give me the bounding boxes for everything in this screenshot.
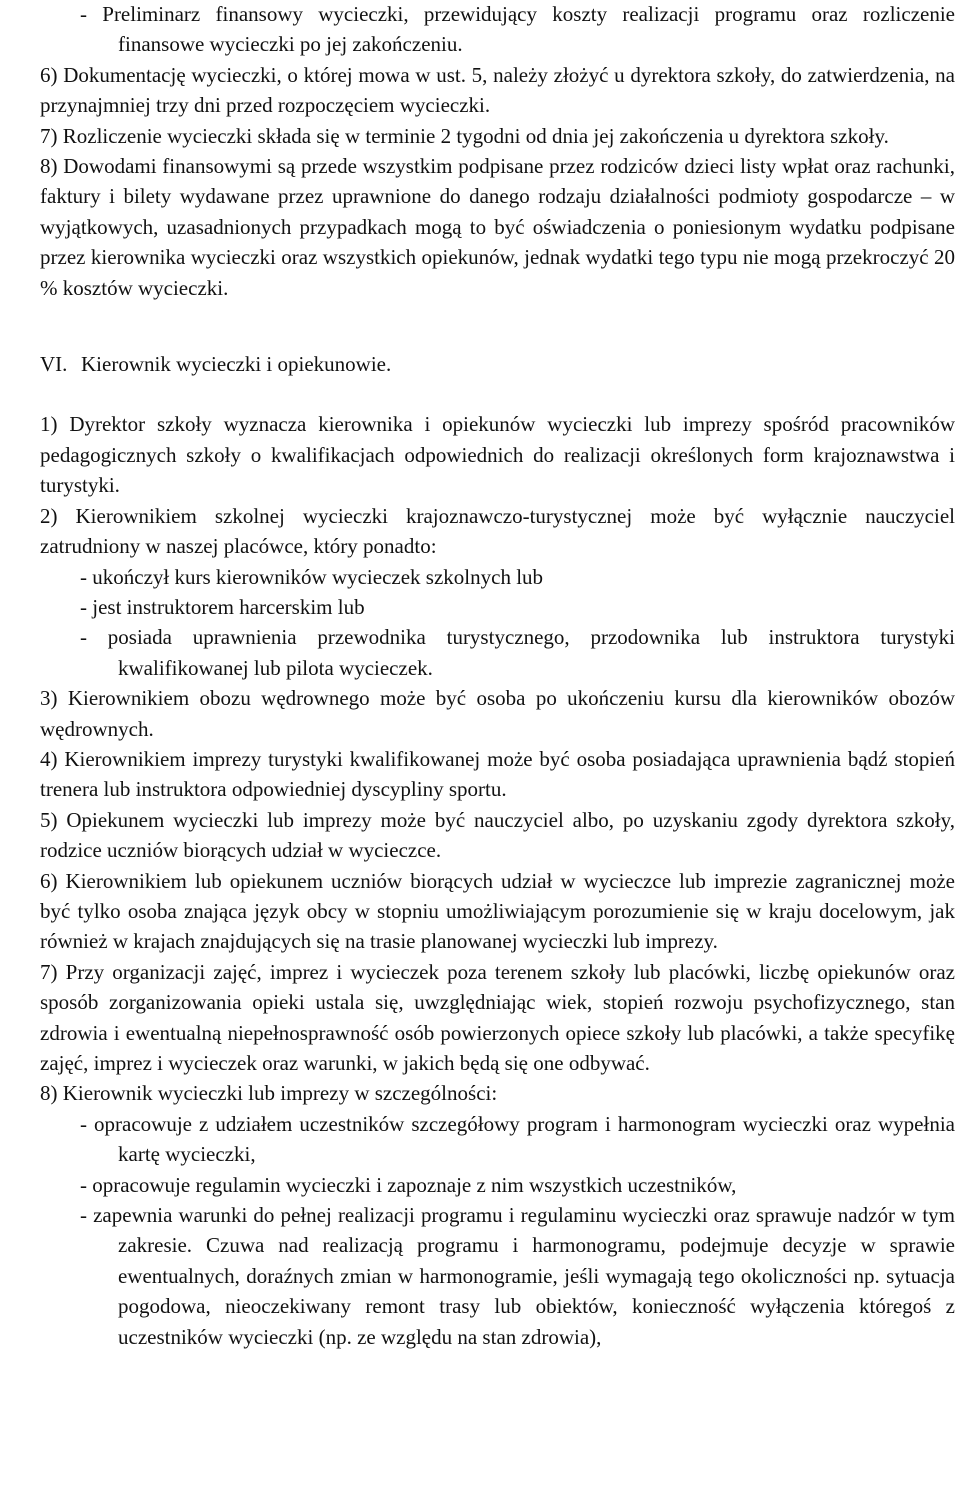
item-6-documentation: 6) Dokumentację wycieczki, o której mowa w ust. 5, należy złożyć u dyrektora szkoły, do zatwierdzenia, na przynajmniej trzy dni przed rozpoczęciem wycieczki. [40,62,955,118]
vi-item-7: 7) Przy organizacji zajęć, imprez i wycieczek poza terenem szkoły lub placówki, liczbę opiekunów oraz sposób zorganizowania opieki ustala się, uwzględniając wiek, stopień rozwoju psychofizycznego, stan zdrowia i ewentualną niepełnosprawność osób powierzonych opiece szkoły lub placówki, a także specyfikę zajęć, imprez i wycieczek oraz warunki, w jakich będą się one odbywać. [40,959,955,1075]
vi-item-8-bullet: - opracowuje z udziałem uczestników szczegółowy program i harmonogram wycieczki oraz wypełnia kartę wycieczki, [80,1111,955,1167]
budget-bullet: - Preliminarz finansowy wycieczki, przewidujący koszty realizacji programu oraz rozliczenie finansowe wycieczki po jej zakończeniu. [80,2,955,57]
spacer [40,379,955,409]
vi-item-8: 8) Kierownik wycieczki lub imprezy w szczególności: [40,1081,498,1106]
spacer [40,303,955,349]
vi-item-4: 4) Kierownikiem imprezy turystyki kwalifikowanej może być osoba posiadająca uprawnienia bądź stopień trenera lub instruktora odpowiedniej dyscypliny sportu. [40,746,955,802]
vi-item-2-bullet: - ukończył kurs kierowników wycieczek szkolnych lub [80,564,544,589]
vi-item-8-bullet: - zapewnia warunki do pełnej realizacji programu i regulaminu wycieczki oraz sprawuje nadzór w tym zakresie. Czuwa nad realizacją programu i harmonogramu, podejmuje decyzje w sprawie ewentualnych, doraźnych zmian w harmonogramie, jeśli wymagają tego okoliczności np. sytuacja pogodowa, nieoczekiwany remont trasy lub obiektów, konieczność wyłączenia któregoś z uczestników wycieczki (np. ze względu na stan zdrowia), [80,1203,955,1349]
vi-item-6: 6) Kierownikiem lub opiekunem uczniów biorących udział w wycieczce lub imprezie zagranicznej może być tylko osoba znająca język obcy w stopniu umożliwiającym porozumienie się w kraju docelowym, jak również w krajach znajdujących się na trasie planowanej wycieczki lub imprezy. [40,868,955,954]
vi-item-2-bullet: - jest instruktorem harcerskim lub [80,594,365,619]
vi-item-8-bullet: - opracowuje regulamin wycieczki i zapoznaje z nim wszystkich uczestników, [80,1172,737,1197]
vi-item-3: 3) Kierownikiem obozu wędrownego może być osoba po ukończeniu kursu dla kierowników obozów wędrownych. [40,686,955,741]
vi-item-1: 1) Dyrektor szkoły wyznacza kierownika i opiekunów wycieczki lub imprezy spośród pracowników pedagogicznych szkoły o kwalifikacjach odpowiednich do realizacji określonych form krajoznawstwa i turystyki. [40,412,955,498]
vi-item-2: 2) Kierownikiem szkolnej wycieczki krajoznawczo-turystycznej może być wyłącznie nauczyciel zatrudniony w naszej placówce, który ponadto: [40,503,955,559]
section-title: Kierownik wycieczki i opiekunowie. [81,352,392,377]
item-8-financial-evidence: 8) Dowodami finansowymi są przede wszystkim podpisane przez rodziców dzieci listy wpłat oraz rachunki, faktury i bilety wydawane przez uprawnione do danego rodzaju działalności podmioty gospodarcze – w wyjątkowych, uzasadnionych przypadkach mogą to być oświadczenia o poniesionym wydatku podpisane przez kierownika wycieczki oraz wszystkich opiekunów, jednak wydatki tego typu nie mogą przekroczyć 20 % kosztów wycieczki. [40,154,955,300]
section-heading [40,349,955,379]
section-number: VI. [40,352,68,377]
item-7-settlement: 7) Rozliczenie wycieczki składa się w terminie 2 tygodni od dnia jej zakończenia u dyrektora szkoły. [40,123,889,148]
vi-item-2-bullet: - posiada uprawnienia przewodnika turystycznego, przodownika lub instruktora turystyki kwalifikowanej lub pilota wycieczek. [80,625,955,680]
vi-item-5: 5) Opiekunem wycieczki lub imprezy może być nauczyciel albo, po uzyskaniu zgody dyrektora szkoły, rodzice uczniów biorących udział w wycieczce. [40,807,955,863]
